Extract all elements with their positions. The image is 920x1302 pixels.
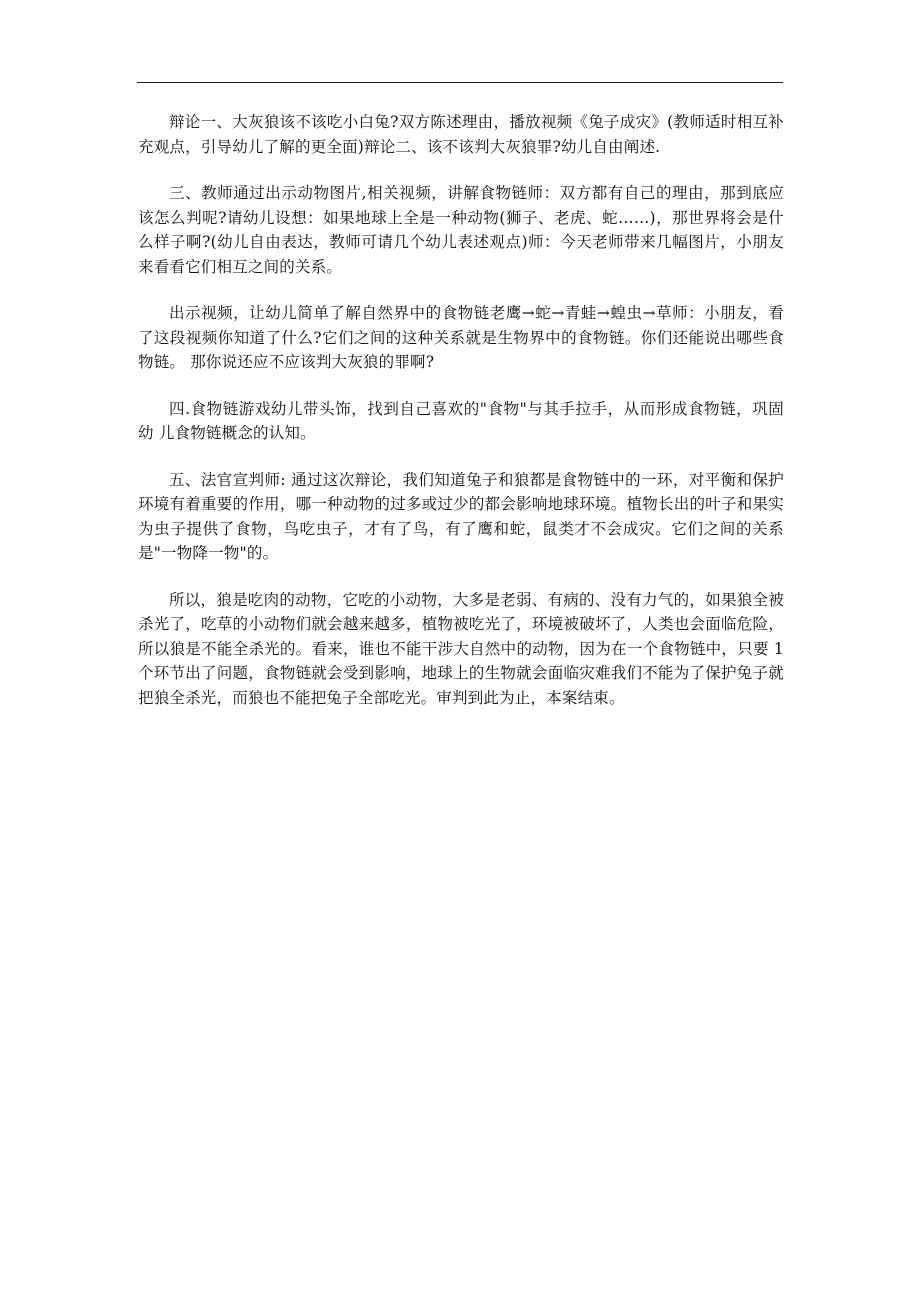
paragraph-video-food-chain: 出示视频，让幼儿简单了解自然界中的食物链老鹰→蛇→青蛙→蝗虫→草师：小朋友，看了这段视频你知道了什么?它们之间的这种关系就是生物界中的食物链。你们还能说出哪些食物链。 那你说还应不应该判大灰狼的罪啊?	[138, 304, 784, 371]
document-body	[138, 110, 784, 732]
paragraph-section-four: 四.食物链游戏幼儿带头饰，找到自己喜欢的"食物"与其手拉手，从而形成食物链，巩固幼 儿食物链概念的认知。	[138, 399, 784, 442]
paragraph-conclusion: 所以，狼是吃肉的动物，它吃的小动物，大多是老弱、有病的、没有力气的，如果狼全被杀光了，吃草的小动物们就会越来越多，植物被吃光了，环境被破坏了，人类也会面临危险，所以狼是不能全杀光的。看来，谁也不能干涉大自然中的动物，因为在一个食物链中，只要 1 个环节出了问题，食物链就会受到影响，地球上的生物就会面临灾难我们不能为了保护兔子就把狼全杀光，而狼也不能把兔子全部吃光。审判到此为止，本案结束。	[138, 590, 784, 707]
paragraph-debate: 辩论一、大灰狼该不该吃小白兔?双方陈述理由，播放视频《兔子成灾》(教师适时相互补充观点，引导幼儿了解的更全面)辩论二、该不该判大灰狼罪?幼儿自由阐述.	[138, 113, 784, 156]
paragraph-section-three: 三、教师通过出示动物图片,相关视频，讲解食物链师：双方都有自己的理由，那到底应该怎么判呢?请幼儿设想：如果地球上全是一种动物(狮子、老虎、蛇……)，那世界将会是什么样子啊?(幼儿自由表达，教师可请几个幼儿表述观点)师：今天老师带来几幅图片，小朋友来看看它们相互之间的关系。	[138, 184, 784, 276]
header-rule	[137, 82, 783, 83]
paragraph-section-five: 五、法官宣判师: 通过这次辩论，我们知道兔子和狼都是食物链中的一环，对平衡和保护环境有着重要的作用，哪一种动物的过多或过少的都会影响地球环境。植物长出的叶子和果实为虫子提供了食物，鸟吃虫子，才有了鸟，有了鹰和蛇，鼠类才不会成灾。它们之间的关系是"一物降一物"的。	[138, 470, 784, 562]
